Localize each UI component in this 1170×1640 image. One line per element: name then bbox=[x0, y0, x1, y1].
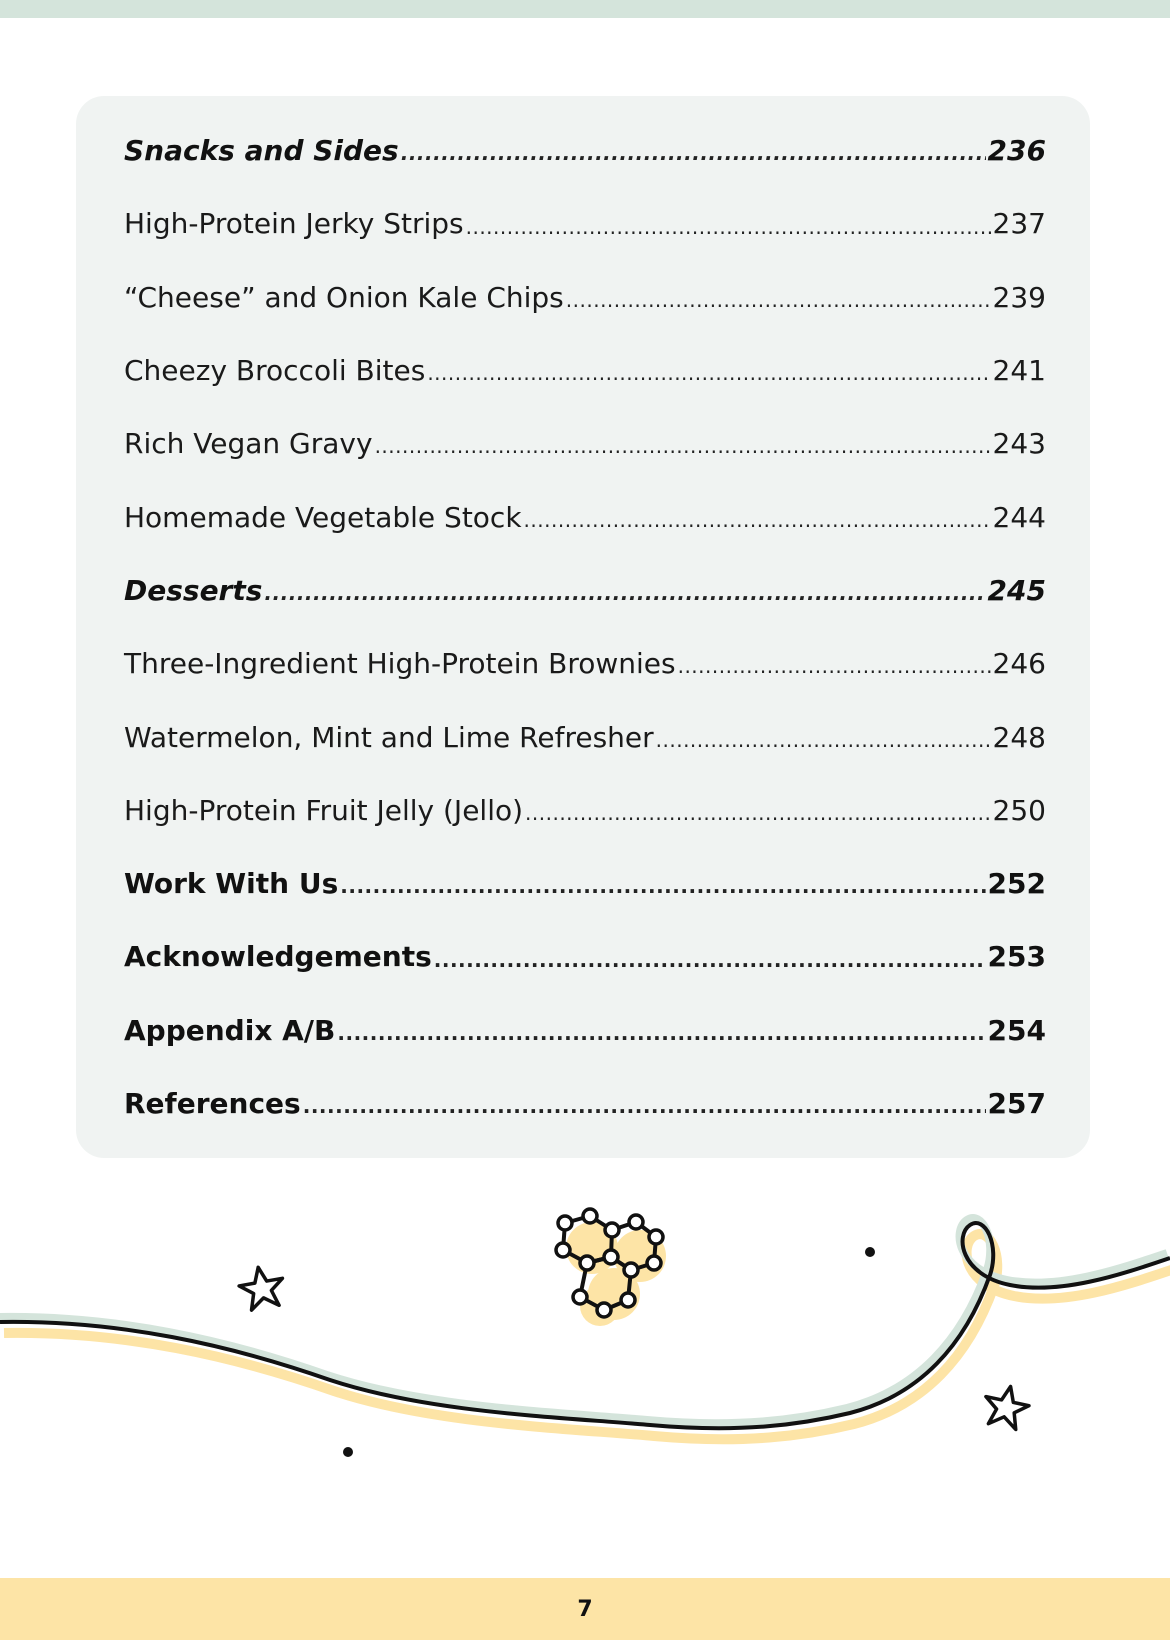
star-icon bbox=[981, 1382, 1033, 1431]
toc-entry[interactable] bbox=[124, 994, 1046, 1067]
toc-entry-title: References bbox=[124, 1087, 301, 1120]
toc-entry[interactable] bbox=[124, 261, 1046, 334]
dot bbox=[343, 1447, 353, 1457]
dot-leader bbox=[427, 361, 990, 407]
toc-entry[interactable] bbox=[124, 847, 1046, 920]
toc-entry-page: 257 bbox=[987, 1087, 1046, 1120]
toc-entry[interactable] bbox=[124, 480, 1046, 553]
star-icon bbox=[237, 1264, 287, 1312]
dot-leader bbox=[337, 1021, 985, 1067]
dot bbox=[865, 1247, 875, 1257]
toc-entry-page: 237 bbox=[992, 207, 1046, 241]
footer-bar bbox=[0, 1578, 1170, 1640]
toc-entry-title: Three-Ingredient High-Protein Brownies bbox=[124, 647, 676, 681]
toc-entry-title: “Cheese” and Onion Kale Chips bbox=[124, 280, 564, 314]
dot-leader bbox=[466, 215, 991, 261]
toc-entry[interactable] bbox=[124, 627, 1046, 700]
toc-entry[interactable] bbox=[124, 187, 1046, 260]
toc-entry-page: 243 bbox=[992, 427, 1046, 461]
toc-entry-title: Acknowledgements bbox=[124, 940, 432, 974]
dot-leader bbox=[303, 1094, 986, 1140]
toc-entry-title: Watermelon, Mint and Lime Refresher bbox=[124, 720, 654, 754]
dot-leader bbox=[434, 948, 986, 994]
dot-leader bbox=[525, 801, 991, 847]
dot-leader bbox=[375, 434, 991, 480]
toc-entry-title: Rich Vegan Gravy bbox=[124, 427, 373, 461]
toc-entry-page: 241 bbox=[992, 354, 1046, 388]
toc-entry[interactable] bbox=[124, 334, 1046, 407]
toc-entry[interactable] bbox=[124, 700, 1046, 773]
toc-entry-page: 248 bbox=[992, 720, 1046, 754]
toc-entry-title: Appendix A/B bbox=[124, 1013, 336, 1047]
toc-entry-page: 250 bbox=[992, 793, 1046, 827]
toc-entry-title: Snacks and Sides bbox=[124, 134, 399, 168]
toc-entry-title: Homemade Vegetable Stock bbox=[124, 500, 522, 534]
toc-entry-title: High-Protein Jerky Strips bbox=[124, 207, 464, 241]
toc-list bbox=[124, 114, 1046, 1140]
toc-entry-title: Desserts bbox=[124, 573, 263, 607]
dot-leader bbox=[264, 581, 985, 627]
toc-entry[interactable] bbox=[124, 114, 1046, 187]
dot-leader bbox=[340, 874, 985, 920]
toc-entry-page: 252 bbox=[987, 867, 1046, 901]
toc-entry-page: 253 bbox=[987, 940, 1046, 974]
table-of-contents-panel bbox=[76, 96, 1090, 1158]
decorative-illustration bbox=[0, 1160, 1170, 1480]
dot-leader bbox=[524, 508, 991, 554]
dot-leader bbox=[656, 728, 991, 774]
toc-entry[interactable] bbox=[124, 554, 1046, 627]
dot-leader bbox=[401, 141, 986, 187]
toc-entry-title: Cheezy Broccoli Bites bbox=[124, 354, 426, 388]
page-number: 7 bbox=[577, 1596, 593, 1622]
toc-entry[interactable] bbox=[124, 774, 1046, 847]
toc-entry-page: 246 bbox=[992, 647, 1046, 681]
toc-entry-page: 245 bbox=[987, 573, 1046, 607]
toc-entry-page: 239 bbox=[992, 280, 1046, 314]
toc-entry[interactable] bbox=[124, 920, 1046, 993]
toc-entry-title: Work With Us bbox=[124, 867, 339, 901]
top-accent-bar bbox=[0, 0, 1170, 18]
toc-entry[interactable] bbox=[124, 407, 1046, 480]
toc-entry-page: 254 bbox=[987, 1013, 1046, 1047]
molecule-icon bbox=[556, 1209, 666, 1326]
toc-entry-page: 236 bbox=[987, 134, 1046, 168]
dot-leader bbox=[678, 654, 991, 700]
toc-entry[interactable] bbox=[124, 1067, 1046, 1140]
toc-entry-title: High-Protein Fruit Jelly (Jello) bbox=[124, 793, 524, 827]
toc-entry-page: 244 bbox=[992, 500, 1046, 534]
dot-leader bbox=[566, 288, 991, 334]
